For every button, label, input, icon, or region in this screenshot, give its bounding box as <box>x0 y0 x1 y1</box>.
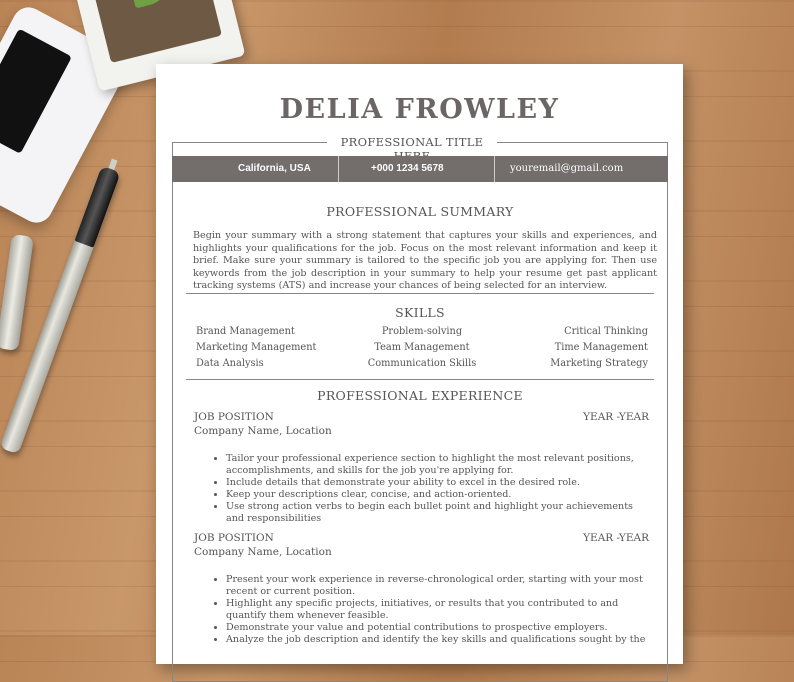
skills-grid <box>196 326 648 369</box>
job-entry <box>194 411 649 525</box>
title-divider-left <box>172 142 327 143</box>
job-bullet: • Demonstrate your value and potential contributions to prospective employers. <box>226 622 649 634</box>
skill-item: Communication Skills <box>367 358 477 369</box>
summary-heading: PROFESSIONAL SUMMARY <box>326 204 514 219</box>
job-bullets <box>194 574 649 646</box>
skill-item: Critical Thinking <box>564 326 648 337</box>
silver-pen <box>0 234 34 351</box>
contact-phone: +000 1234 5678 <box>339 156 495 182</box>
experience-heading: PROFESSIONAL EXPERIENCE <box>317 388 523 403</box>
job-years: YEAR -YEAR <box>583 411 649 423</box>
skill-item: Data Analysis <box>196 358 264 369</box>
professional-title: PROFESSIONAL TITLE <box>340 135 484 149</box>
summary-divider <box>186 293 654 294</box>
contact-email: youremail@gmail.com <box>510 163 624 174</box>
job-bullet: • Present your work experience in reverse-chronological order, starting with your most recent or current position. <box>226 574 649 598</box>
skill-item: Marketing Strategy <box>550 358 648 369</box>
skill-item: Problem-solving <box>381 326 463 337</box>
title-divider-right <box>497 142 668 143</box>
skills-heading: SKILLS <box>395 305 445 320</box>
job-bullet: • Include details that demonstrate your ability to excel in the desired role. <box>226 477 649 489</box>
job-position: JOB POSITION <box>194 411 274 423</box>
job-bullet: • Highlight any specific projects, initiatives, or results that you contributed to and quantify them whenever feasible. <box>226 598 649 622</box>
summary-text: Begin your summary with a strong statement that captures your skills and experiences, and highlights your qualifications for the job. Focus on the most relevant information and keep it brief. Make sure your summary is tailored to the specific job you are applying for. Then use keywords from the job description in your summary to help your resume get past applicant tracking systems (ATS) and increase your chances of being selected for an interview. <box>193 230 657 292</box>
job-bullet: • Use strong action verbs to begin each bullet point and highlight your achievements and responsibilities <box>226 501 649 525</box>
job-bullet: • Keep your descriptions clear, concise, and action-oriented. <box>226 489 649 501</box>
job-company: Company Name, Location <box>194 546 332 558</box>
job-bullet: • Analyze the job description and identify the key skills and qualifications sought by the <box>226 634 649 646</box>
job-bullets <box>194 453 649 525</box>
skill-item: Brand Management <box>196 326 295 337</box>
job-bullet: • Tailor your professional experience section to highlight the most relevant positions, accomplishments, and skills for the job you're applying for. <box>226 453 649 477</box>
skill-item: Team Management <box>374 342 470 353</box>
job-years: YEAR -YEAR <box>583 532 649 544</box>
job-position: JOB POSITION <box>194 532 274 544</box>
contact-location: California, USA <box>172 156 339 182</box>
skill-item: Time Management <box>554 342 648 353</box>
skill-item: Marketing Management <box>196 342 317 353</box>
job-entry <box>194 532 649 646</box>
resume-page <box>156 64 683 664</box>
skills-divider <box>186 379 654 380</box>
contact-bar <box>172 156 668 182</box>
resume-name: DELIA FROWLEY <box>279 94 560 125</box>
job-company: Company Name, Location <box>194 425 332 437</box>
